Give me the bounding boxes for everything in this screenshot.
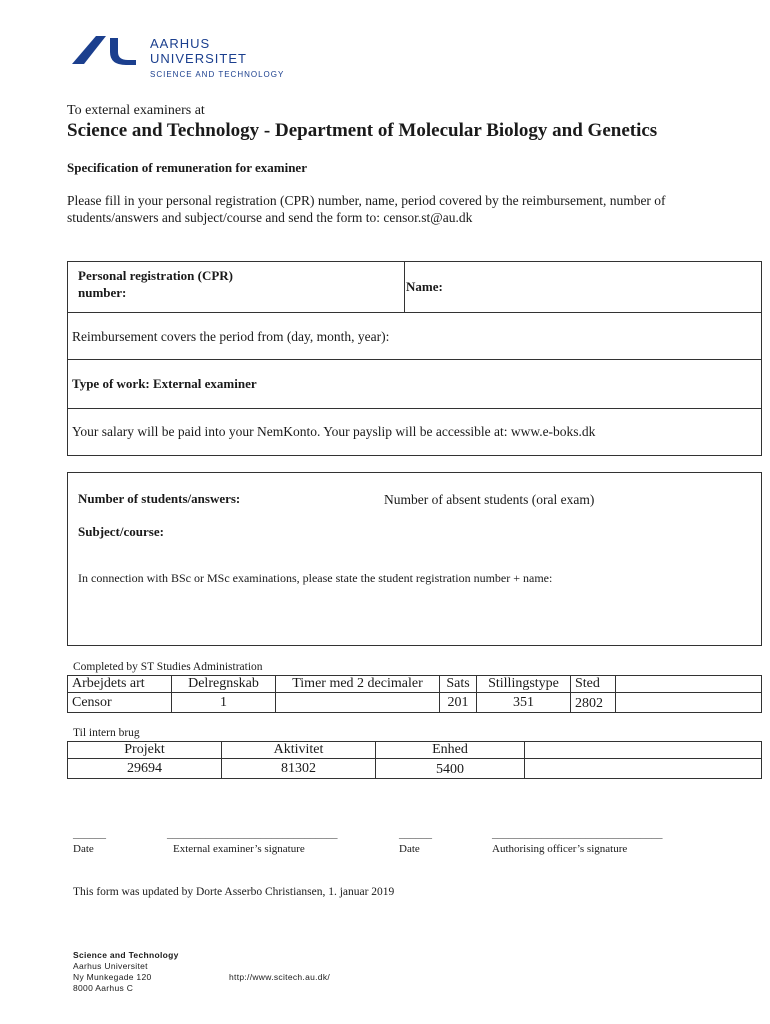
admin-value-cell (616, 693, 762, 713)
subject-label: Subject/course: (78, 524, 164, 539)
row-divider-3 (68, 408, 761, 409)
table-row (68, 693, 762, 713)
admin-table (67, 675, 762, 713)
personal-info-box (67, 261, 762, 456)
type-of-work: Type of work: External examiner (72, 376, 257, 391)
officer-signature-label: Authorising officer’s signature (492, 843, 628, 855)
course-info-box (67, 472, 762, 646)
logo-line2: UNIVERSITET (150, 51, 247, 66)
intern-value-cell: 81302 (222, 759, 376, 779)
intern-value-cell (525, 759, 762, 779)
admin-header-cell: Stillingstype (477, 676, 571, 693)
intern-value-cell: 5400 (376, 759, 525, 779)
examiner-line: _______________________________ (167, 828, 338, 840)
footer-uni: Aarhus Universitet (73, 961, 148, 971)
intern-header-cell: Aktivitet (222, 742, 376, 759)
date2-line: ______ (399, 828, 432, 840)
footer-org: Science and Technology (73, 950, 179, 960)
instructions: Please fill in your personal registration (CPR) number, name, period covered by the reimbursement, number of students/answers and subject/course and send the form to: censor.st@au.dk (67, 193, 666, 225)
admin-header-cell: Sats (440, 676, 477, 693)
footer-street: Ny Munkegade 120 (73, 972, 152, 982)
updated-note: This form was updated by Dorte Asserbo Christiansen, 1. januar 2019 (73, 886, 395, 898)
admin-header-cell: Delregnskab (172, 676, 276, 693)
admin-value-cell: Censor (68, 693, 172, 713)
intern-caption: Til intern brug (73, 727, 140, 739)
absent-label: Number of absent students (oral exam) (384, 492, 595, 507)
admin-value-cell: 2802 (571, 693, 616, 713)
admin-value-cell: 351 (477, 693, 571, 713)
logo-line1: AARHUS (150, 36, 211, 51)
row-divider-1 (68, 312, 761, 313)
table-row (68, 759, 762, 779)
au-logo-mark-icon (70, 34, 140, 68)
intern-header-cell: Projekt (68, 742, 222, 759)
admin-value-cell (276, 693, 440, 713)
header-to: To external examiners at (67, 103, 205, 118)
admin-value-cell: 1 (172, 693, 276, 713)
footer-url[interactable]: http://www.scitech.au.dk/ (229, 972, 331, 982)
date2-label: Date (399, 843, 420, 855)
connection-label: In connection with BSc or MSc examinations, please state the student registration number + name: (78, 571, 553, 585)
logo-line3: SCIENCE AND TECHNOLOGY (150, 70, 285, 79)
admin-value-cell: 201 (440, 693, 477, 713)
admin-header-cell (616, 676, 762, 693)
intern-value-cell: 29694 (68, 759, 222, 779)
table-row (68, 676, 762, 693)
name-label: Name: (406, 279, 443, 294)
date1-label: Date (73, 843, 94, 855)
table-row (68, 742, 762, 759)
examiner-signature-label: External examiner’s signature (173, 843, 305, 855)
students-label: Number of students/answers: (78, 491, 241, 506)
row-divider-2 (68, 359, 761, 360)
cpr-label: Personal registration (CPR) number: (78, 268, 234, 300)
au-logo (70, 34, 140, 68)
admin-header-cell: Timer med 2 decimaler (276, 676, 440, 693)
page-subtitle: Specification of remuneration for examiner (67, 160, 307, 175)
salary-info: Your salary will be paid into your NemKonto. Your payslip will be accessible at: www.e-boks.dk (72, 424, 596, 439)
admin-header-cell: Arbejdets art (68, 676, 172, 693)
officer-line: _______________________________ (492, 828, 663, 840)
period-label: Reimbursement covers the period from (day, month, year): (72, 329, 390, 344)
intern-header-cell (525, 742, 762, 759)
page-title: Science and Technology - Department of Molecular Biology and Genetics (67, 120, 658, 141)
intern-header-cell: Enhed (376, 742, 525, 759)
date1-line: ______ (73, 828, 106, 840)
cpr-name-divider (404, 262, 405, 312)
footer-city: 8000 Aarhus C (73, 983, 134, 993)
intern-table (67, 741, 762, 779)
admin-header-cell: Sted (571, 676, 616, 693)
admin-caption: Completed by ST Studies Administration (73, 661, 263, 673)
